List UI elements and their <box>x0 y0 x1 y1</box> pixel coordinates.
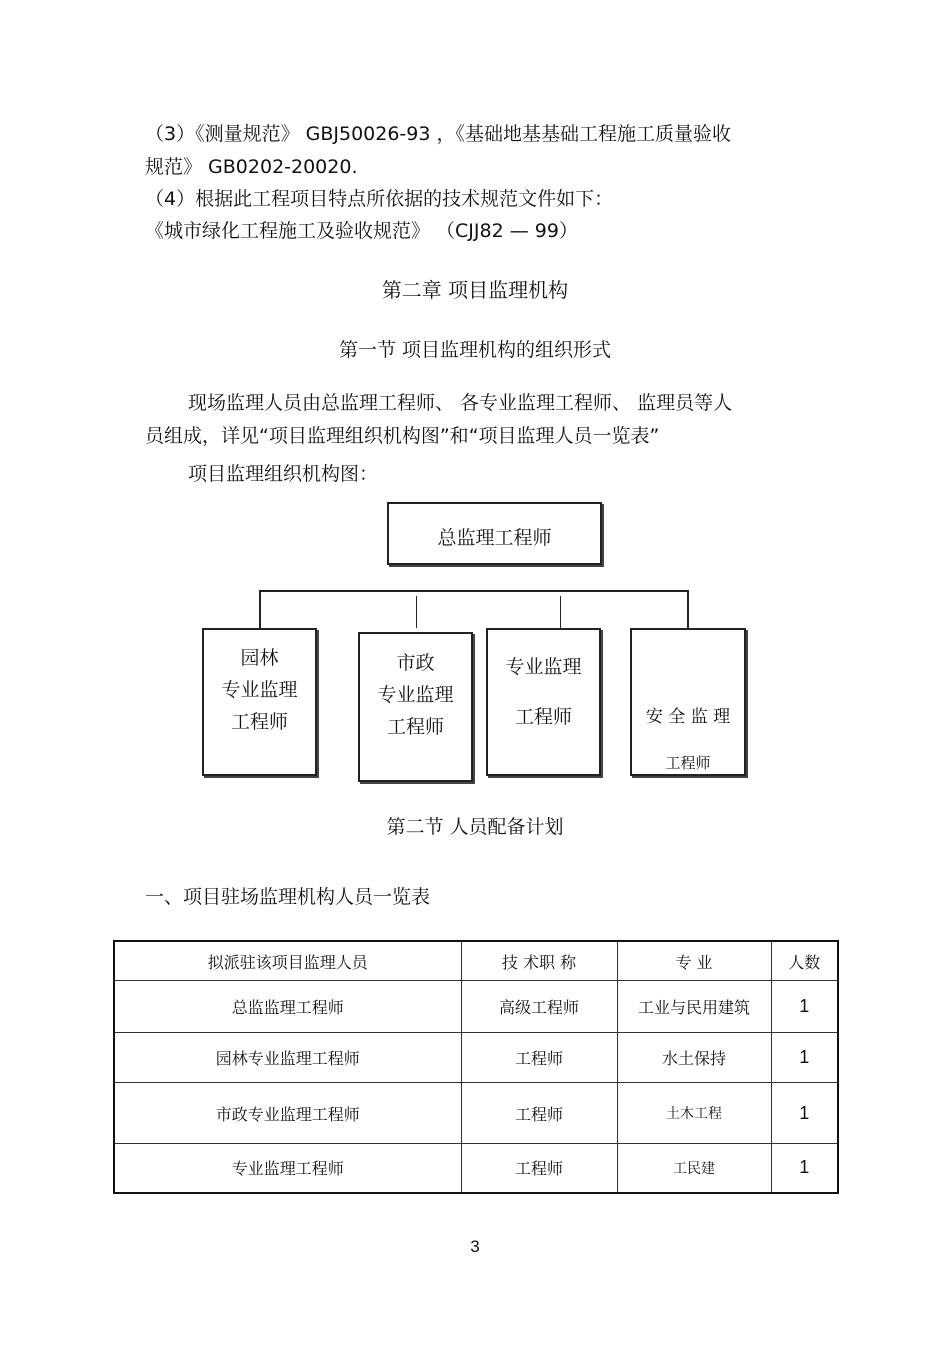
cell-count: 1 <box>771 1033 838 1083</box>
paragraph-line-1: 现场监理人员由总监理工程师、 各专业监理工程师、 监理员等人 <box>188 392 733 414</box>
cell-personnel: 园林专业监理工程师 <box>114 1033 461 1083</box>
cell-count: 1 <box>771 1144 838 1193</box>
org-box-municipal-line-3: 工程师 <box>386 716 444 738</box>
org-box-municipal-line-1: 市政 <box>396 652 435 674</box>
org-box-municipal <box>358 632 473 782</box>
table-header-row <box>114 941 838 981</box>
intro-line-3: （4）根据此工程项目特点所依据的技术规范文件如下： <box>145 188 614 210</box>
org-box-landscape <box>202 628 317 776</box>
org-connector-2 <box>416 596 417 628</box>
org-connector-horizontal <box>259 590 689 592</box>
table-row <box>114 981 838 1033</box>
org-box-safety-line-2: 工程师 <box>665 754 711 772</box>
cell-specialty: 土木工程 <box>617 1083 771 1144</box>
intro-line-2: 规范》 GB0202-20020. <box>145 156 358 178</box>
org-box-landscape-line-2: 专业监理 <box>221 679 298 701</box>
paragraph-line-2: 员组成，详见“项目监理组织机构图”和“项目监理人员一览表” <box>145 425 660 447</box>
cell-count: 1 <box>771 1083 838 1144</box>
cell-specialty: 工民建 <box>617 1144 771 1193</box>
section-1-title: 第一节 项目监理机构的组织形式 <box>338 339 612 361</box>
header-count: 人数 <box>771 941 838 981</box>
org-chart-label: 项目监理组织机构图： <box>188 463 379 485</box>
org-box-landscape-line-1: 园林 <box>240 647 279 669</box>
cell-specialty: 水土保持 <box>617 1033 771 1083</box>
org-connector-1 <box>259 590 261 628</box>
org-box-specialty-line-2: 工程师 <box>514 706 572 728</box>
page-number: 3 <box>470 1237 480 1256</box>
org-box-chief-label: 总监理工程师 <box>437 527 552 549</box>
org-connector-4 <box>687 590 689 628</box>
intro-line-1: （3）《测量规范》 GBJ50026-93 ，《基础地基基础工程施工质量验收 <box>145 123 732 145</box>
header-specialty: 专 业 <box>617 941 771 981</box>
org-box-chief-supervisor <box>387 502 602 565</box>
cell-title: 工程师 <box>461 1033 617 1083</box>
org-box-specialty <box>486 628 601 776</box>
org-box-landscape-line-3: 工程师 <box>230 711 288 733</box>
cell-title: 工程师 <box>461 1083 617 1144</box>
table-row <box>114 1083 838 1144</box>
intro-line-4: 《城市绿化工程施工及验收规范》 （CJJ82 — 99） <box>145 220 578 242</box>
table-row <box>114 1033 838 1083</box>
cell-count: 1 <box>771 981 838 1033</box>
org-box-specialty-line-1: 专业监理 <box>505 656 582 678</box>
table-row <box>114 1144 838 1193</box>
section-2-title: 第二节 人员配备计划 <box>386 816 564 838</box>
staff-table <box>113 940 839 1194</box>
org-box-safety <box>630 628 746 776</box>
header-personnel: 拟派驻该项目监理人员 <box>114 941 461 981</box>
cell-personnel: 市政专业监理工程师 <box>114 1083 461 1144</box>
cell-personnel: 专业监理工程师 <box>114 1144 461 1193</box>
org-connector-3 <box>560 596 561 628</box>
cell-personnel: 总监监理工程师 <box>114 981 461 1033</box>
cell-title: 高级工程师 <box>461 981 617 1033</box>
org-box-safety-line-1: 安 全 监 理 <box>645 707 731 727</box>
chapter-title: 第二章 项目监理机构 <box>381 278 569 302</box>
header-title: 技 术职 称 <box>461 941 617 981</box>
cell-title: 工程师 <box>461 1144 617 1193</box>
cell-specialty: 工业与民用建筑 <box>617 981 771 1033</box>
staff-list-title: 一、项目驻场监理机构人员一览表 <box>145 886 431 908</box>
org-box-municipal-line-2: 专业监理 <box>377 684 454 706</box>
